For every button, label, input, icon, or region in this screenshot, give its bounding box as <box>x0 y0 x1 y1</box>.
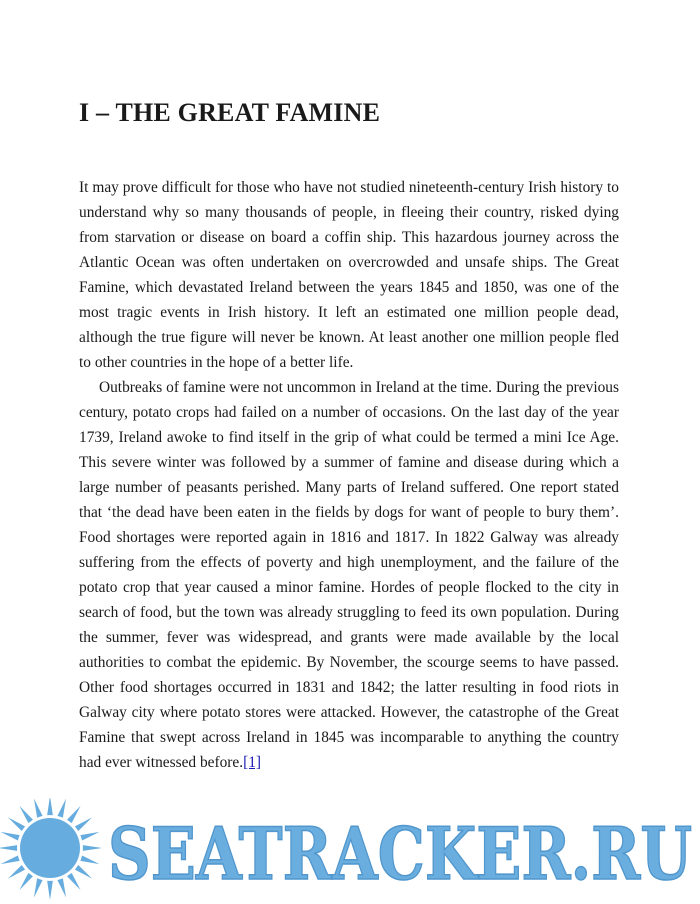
body-text <box>79 175 619 775</box>
sun-ray <box>0 845 17 851</box>
sun-ray <box>80 855 99 864</box>
chapter-title: I – THE GREAT FAMINE <box>79 98 381 127</box>
sun-ray <box>67 806 81 823</box>
sun-ray <box>75 817 92 831</box>
sun-ray <box>83 845 102 851</box>
sun-ray <box>1 855 20 864</box>
footnote-link[interactable]: [1] <box>243 754 262 771</box>
sun-ray <box>19 873 33 890</box>
watermark-text: SEATRACKER.RU <box>108 811 692 896</box>
sun-icon <box>0 798 102 900</box>
sun-ray <box>34 878 43 897</box>
sun-ray <box>47 881 53 900</box>
sun-ray <box>34 799 43 818</box>
sun-ray <box>67 873 81 890</box>
sun-ray <box>8 817 25 831</box>
sun-ray <box>47 798 53 815</box>
sun-ray <box>57 878 66 897</box>
paragraph-2 <box>79 375 619 775</box>
sun-ray <box>1 832 20 841</box>
sun-ray <box>75 865 92 879</box>
paragraph-1-text: It may prove difficult for those who have not studied nineteenth-century Irish history to understand why so many thousands of people, in fleeing their country, risked dying from starvation or disease on board a coffin ship. This hazardous journey across the Atlantic Ocean was often undertaken on overcrowded and unsafe ships. The Great Famine, which devastated Ireland between the years 1845 and 1850, was one of the most tragic events in Irish history. It left an estimated one million people dead, although the true figure will never be known. At least another one million people fled to other countries in the hope of a better life. <box>79 179 619 371</box>
sun-ray <box>57 799 66 818</box>
watermark <box>0 798 700 904</box>
sun-ray <box>80 832 99 841</box>
sun-ray <box>8 865 25 879</box>
sun-ray <box>19 806 33 823</box>
paragraph-2-text: Outbreaks of famine were not uncommon in Ireland at the time. During the previous century, potato crops had failed on a number of occasions. On the last day of the year 1739, Ireland awoke to find itself in the grip of what could be termed a mini Ice Age. This severe winter was followed by a summer of famine and disease during which a large number of peasants perished. Many parts of Ireland suffered. One report stated that ‘the dead have been eaten in the fields by dogs for want of people to bury them’. Food shortages were reported again in 1816 and 1817. In 1822 Galway was already suffering from the effects of poverty and high unemployment, and the failure of the potato crop that year caused a minor famine. Hordes of people flocked to the city in search of food, but the town was already struggling to feed its own population. During the summer, fever was widespread, and grants were made available by the local authorities to combat the epidemic. By November, the scourge seems to have passed. Other food shortages occurred in 1831 and 1842; the latter resulting in food riots in Galway city where potato stores were attacked. However, the catastrophe of the Great Famine that swept across Ireland in 1845 was incomparable to anything the country had ever witnessed before. <box>79 379 619 771</box>
paragraph-1 <box>79 175 619 375</box>
